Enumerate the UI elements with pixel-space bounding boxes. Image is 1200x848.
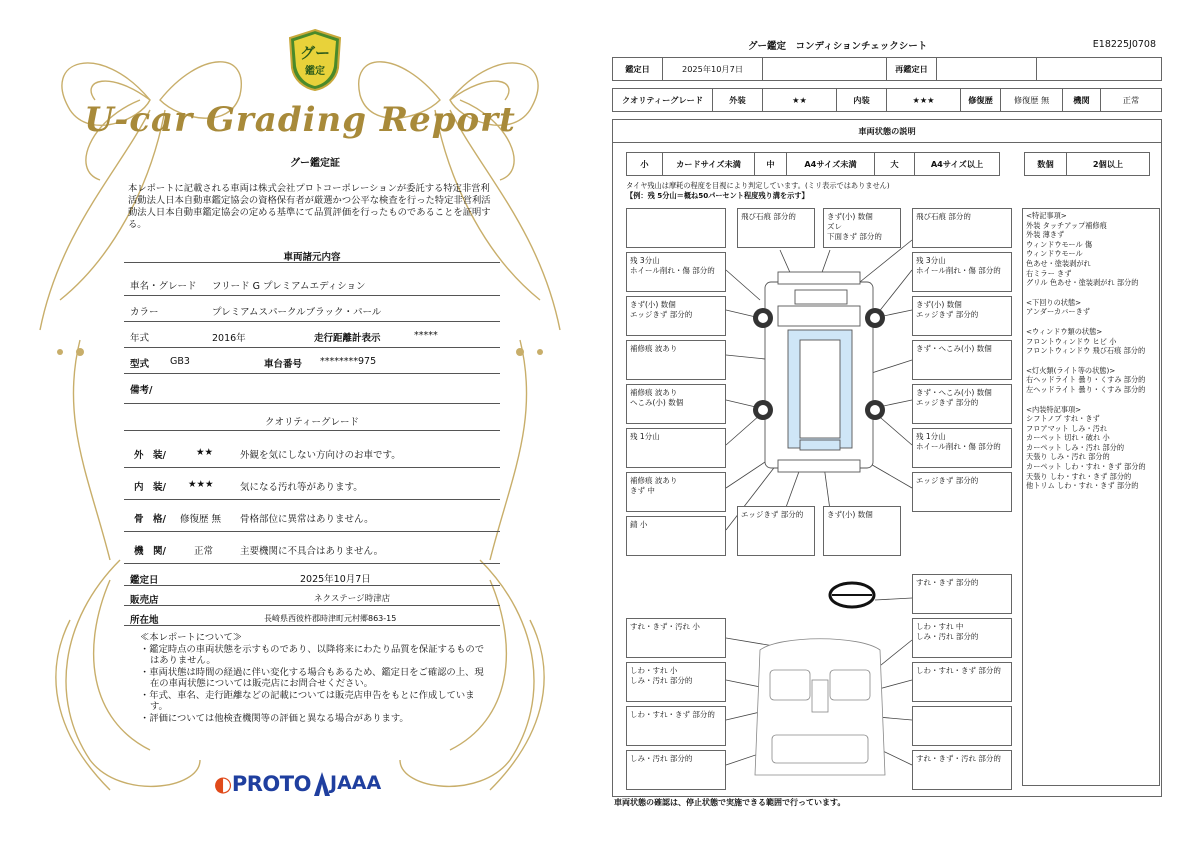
note-item: ・評価については他検査機関等の評価と異なる場合があります。	[140, 712, 409, 724]
interior-note-right: しわ・すれ 中 しみ・汚れ 部分的	[912, 618, 1012, 658]
color-label: カラー	[130, 307, 159, 318]
exterior-note-right: 残 3分山 ホイール削れ・傷 部分的	[912, 252, 1012, 292]
quality-label: 内 装/	[134, 482, 166, 493]
note-item: ・年式、車名、走行距離などの記載については販売店申告をもとに作成しています。	[140, 689, 475, 712]
table-row	[124, 606, 500, 626]
color-value: プレミアムスパークルブラック・パール	[212, 307, 382, 318]
note-line: 色あせ・塗装剥がれ	[1026, 258, 1091, 268]
model-label: 型式	[130, 359, 150, 370]
divider	[124, 262, 500, 263]
note-line: フロントウィンドウ ヒビ 小	[1026, 336, 1117, 346]
table-row	[124, 348, 500, 374]
note-line: 右ミラー きず	[1026, 268, 1072, 278]
quality-desc: 骨格部位に異常はありません。	[240, 514, 374, 525]
quality-row-engine	[124, 532, 500, 564]
note-item: ・車両状態は時間の経過に伴い変化する場合もあるため、鑑定日をご確認の上、現在の車両状態については販売店にお問合せください。	[140, 666, 484, 689]
quality-grade: 正常	[194, 546, 214, 557]
interior-note-left: しわ・すれ 小 しみ・汚れ 部分的	[626, 662, 726, 702]
interior-note-left: しみ・汚れ 部分的	[626, 750, 726, 790]
notes-section-title: <灯火類(ライト等の状態)>	[1026, 365, 1116, 375]
report-notes	[140, 632, 490, 724]
exterior-note-left: 錆 小	[626, 516, 726, 556]
size-legend	[626, 152, 1000, 176]
ext-label: 外装	[713, 89, 763, 111]
logo-area	[214, 770, 414, 800]
quality-label: 外 装/	[134, 450, 166, 461]
size-small-desc: カードサイズ未満	[663, 153, 755, 175]
note-line: 天張り しみ・汚れ 部分的	[1026, 452, 1110, 462]
exterior-note-left: きず(小) 数個 エッジきず 部分的	[626, 296, 726, 336]
quality-row-interior	[124, 468, 500, 500]
quality-row-frame	[124, 500, 500, 532]
note-line: カーペット しわ・すれ・きず 部分的	[1026, 462, 1146, 472]
date-value: 2025年10月7日	[663, 58, 763, 80]
note-line: 左ヘッドライト 曇り・くすみ 部分的	[1026, 384, 1146, 394]
table-row	[124, 566, 500, 586]
table-row	[124, 586, 500, 606]
interior-note-left: すれ・きず・汚れ 小	[626, 618, 726, 658]
chassis-value: ********975	[320, 356, 377, 367]
model-value: GB3	[170, 356, 190, 367]
note-line: フロントウィンドウ 飛び石痕 部分的	[1026, 346, 1146, 356]
quality-grade: 修復歴 無	[180, 514, 222, 525]
car-name-value: フリード G プレミアムエディション	[212, 281, 366, 292]
note-line: 天張り しわ・すれ・きず 部分的	[1026, 471, 1132, 481]
proto-mark-icon: ◐	[214, 772, 232, 796]
empty-cell	[763, 58, 887, 80]
divider	[124, 430, 500, 431]
proto-logo: ◐PROTO	[214, 772, 311, 796]
engine-label: 機関	[1063, 89, 1101, 111]
notes-section-title: <ウィンドウ類の状態>	[1026, 326, 1103, 336]
exterior-note-right: 飛び石痕 部分的	[912, 208, 1012, 248]
repair-value: 修復歴 無	[1001, 89, 1063, 111]
exterior-note-right: エッジきず 部分的	[912, 472, 1012, 512]
exterior-note-left: 補修痕 波あり へこみ(小) 数個	[626, 384, 726, 424]
note-line: アンダーカバーきず	[1026, 307, 1090, 317]
note-line: フロアマット しみ・汚れ	[1026, 423, 1108, 433]
sheet-title: グー鑑定 コンディションチェックシート	[748, 41, 928, 52]
quality-row-exterior	[124, 436, 500, 468]
table-row	[124, 270, 500, 296]
interior-note-right	[912, 706, 1012, 746]
note-line: ウィンドウモール 傷	[1026, 239, 1093, 249]
quality-desc: 気になる汚れ等があります。	[240, 482, 363, 493]
quality-desc: 主要機関に不具合はありません。	[240, 546, 384, 557]
size-large: 大	[875, 153, 915, 175]
note-line: ウィンドウモール	[1026, 249, 1083, 259]
condition-check-sheet	[600, 0, 1200, 848]
address-label: 所在地	[130, 615, 159, 626]
special-notes-column	[1022, 208, 1160, 786]
mileage-value: *****	[414, 330, 438, 341]
exterior-note-right: きず・へこみ(小) 数個 エッジきず 部分的	[912, 384, 1012, 424]
date-label: 鑑定日	[613, 58, 663, 80]
tire-legend: タイヤ残山は摩耗の程度を目視により判定しています。(ミリ表示ではありません)	[626, 181, 890, 190]
report-title: U-car Grading Report	[84, 100, 516, 140]
redate-value	[937, 58, 1037, 80]
exterior-note-right: きず・へこみ(小) 数個	[912, 340, 1012, 380]
table-row	[124, 296, 500, 322]
exterior-note-bottom: きず(小) 数個	[823, 506, 901, 556]
notes-section-title: <下回りの状態>	[1026, 297, 1082, 307]
note-line: カーペット 切れ・破れ 小	[1026, 433, 1110, 443]
year-value: 2016年	[212, 333, 246, 344]
quality-header: クオリティーグレード	[264, 417, 360, 428]
table-row	[124, 322, 500, 348]
date-value: 2025年10月7日	[300, 574, 371, 585]
quality-desc: 外観を気にしない方向けのお車です。	[240, 450, 401, 461]
ext-value: ★★	[763, 89, 837, 111]
remarks-label: 備考/	[130, 385, 153, 396]
count-label: 数個	[1025, 153, 1067, 175]
note-line: 右ヘッドライト 曇り・くすみ 部分的	[1026, 375, 1146, 385]
interior-note-right: しわ・すれ・きず 部分的	[912, 662, 1012, 702]
jaaa-mark-icon	[314, 772, 330, 796]
repair-label: 修復歴	[961, 89, 1001, 111]
spec-header: 車両諸元内容	[283, 252, 341, 263]
dealer-value: ネクステージ時津店	[314, 594, 391, 604]
badge-sub: 鑑定	[305, 66, 325, 77]
quality-grade: ★★	[196, 447, 214, 458]
engine-value: 正常	[1122, 94, 1140, 105]
notes-title: ≪本レポートについて≫	[140, 632, 243, 643]
year-label: 年式	[130, 333, 150, 344]
car-name-label: 車名・グレード	[130, 281, 197, 292]
certificate-body: 本レポートに記載される車両は株式会社プロトコーポレーションが委託する特定非営利活動法人日本自動車鑑定協会の資格保有者が厳選かつ公平な検査を行った特定非営利活動法人日本自動車鑑定協会の定める基準にて品質評価を行ったものであることを証明する。	[128, 183, 491, 230]
size-large-desc: A4サイズ以上	[930, 158, 984, 169]
exterior-note-left: 残 3分山 ホイール削れ・傷 部分的	[626, 252, 726, 292]
size-small: 小	[627, 153, 663, 175]
note-line: シフトノブ すれ・きず	[1026, 414, 1100, 424]
grade-label: クオリティーグレード	[613, 89, 713, 111]
note-line: カーペット しみ・汚れ 部分的	[1026, 442, 1125, 452]
size-mid-desc: A4サイズ未満	[787, 153, 875, 175]
exterior-note-bottom: エッジきず 部分的	[737, 506, 815, 556]
notes-section-title: <特記事項>	[1026, 211, 1067, 220]
redate-label: 再鑑定日	[887, 58, 937, 80]
section-title: 車両状態の説明	[612, 119, 1162, 143]
int-value: ★★★	[887, 89, 961, 111]
note-line: 他トリム しわ・すれ・きず 部分的	[1026, 481, 1139, 491]
exterior-note-right: きず(小) 数個 エッジきず 部分的	[912, 296, 1012, 336]
size-mid: 中	[755, 153, 787, 175]
interior-note-left: しわ・すれ・きず 部分的	[626, 706, 726, 746]
exterior-note-left	[626, 208, 726, 248]
note-line: グリル 色あせ・塗装剥がれ 部分的	[1026, 278, 1139, 288]
appraisal-date-row	[612, 57, 1162, 81]
chassis-label: 車台番号	[264, 359, 303, 370]
table-row	[124, 374, 500, 404]
quality-label: 骨 格/	[134, 514, 166, 525]
quality-grade-row	[612, 88, 1162, 112]
exterior-note-left: 補修痕 波あり	[626, 340, 726, 380]
date-label: 鑑定日	[130, 575, 159, 586]
notes-section-title: <内装特記事項>	[1026, 404, 1082, 414]
badge-text: グー	[299, 44, 331, 62]
goo-appraisal-badge-icon	[286, 28, 344, 92]
exterior-note-top: きず(小) 数個 ズレ 下面きず 部分的	[823, 208, 901, 248]
note-line: 外装 薄きず	[1026, 230, 1065, 240]
exterior-note-top: 飛び石痕 部分的	[737, 208, 815, 248]
exterior-note-left: 補修痕 波あり きず 中	[626, 472, 726, 512]
interior-note-right: すれ・きず・汚れ 部分的	[912, 750, 1012, 790]
mileage-label: 走行距離計表示	[314, 333, 381, 344]
empty-cell	[1037, 58, 1161, 80]
exterior-note-right: 残 1分山 ホイール削れ・傷 部分的	[912, 428, 1012, 468]
count-legend	[1024, 152, 1150, 176]
count-desc: 2個以上	[1092, 158, 1124, 169]
certificate-title: グー鑑定証	[290, 158, 340, 169]
note-item: ・鑑定時点の車両状態を示すものであり、以降将来にわたり品質を保証するものではありません。	[140, 643, 484, 666]
exterior-note-left: 残 1分山	[626, 428, 726, 468]
tire-legend-example: 【例：残 5分山＝概ね50パーセント程度残り溝を示す】	[626, 191, 809, 200]
sheet-footer: 車両状態の確認は、停止状態で実施できる範囲で行っています。	[614, 798, 846, 807]
note-line: 外装 タッチアップ補修痕	[1026, 220, 1107, 230]
dealer-label: 販売店	[130, 595, 159, 606]
quality-grade: ★★★	[188, 479, 214, 490]
jaaa-logo: JAAA	[330, 772, 382, 794]
quality-label: 機 関/	[134, 546, 166, 557]
interior-note-right: すれ・きず 部分的	[912, 574, 1012, 614]
address-value: 長崎県西彼杵郡時津町元村郷863-15	[264, 614, 397, 623]
int-label: 内装	[837, 89, 887, 111]
document-id: E18225J0708	[1092, 39, 1156, 50]
